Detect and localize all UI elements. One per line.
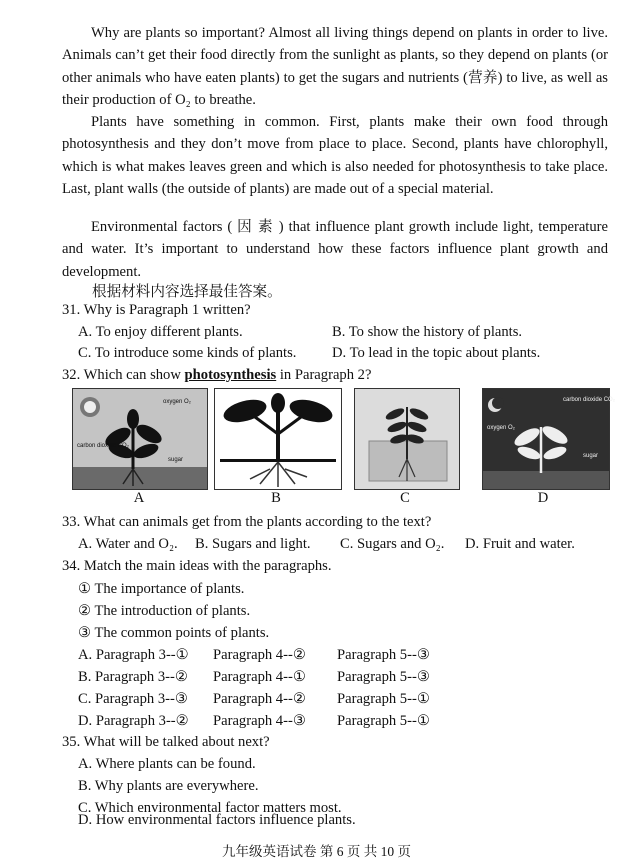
q31-option-d: D. To lead in the topic about plants.	[332, 345, 541, 361]
q32-stem	[62, 367, 371, 384]
img-a-label-co2: carbon dioxide CO₂	[77, 443, 130, 449]
passage-paragraph-1: Why are plants so important? Almost all living things depend on plants in order to live. Animals can’t get their food directly from the sunlight as plants, so they depend on plants (or other animals who have eaten plants) to get the sugars and nutrients (营养) to live, as well as their production of O₂ to breathe.	[62, 25, 608, 108]
q31-option-b: B. To show the history of plants.	[332, 324, 523, 340]
q34-option-b-col2: Paragraph 4--①	[213, 669, 306, 685]
img-a-label-oxygen: oxygen O₂	[163, 399, 192, 405]
img-d-label-oxygen: oxygen O₂	[487, 425, 516, 431]
q31-option-a: A. To enjoy different plants.	[78, 324, 243, 340]
q34-option-c-col3: Paragraph 5--①	[337, 691, 430, 707]
q34-option-d-col1: D. Paragraph 3--②	[78, 713, 189, 729]
q32-stem-post: in Paragraph 2?	[276, 367, 372, 383]
q33-option-d: D. Fruit and water.	[465, 536, 575, 552]
q32-label-a: A	[133, 490, 145, 506]
q34-option-a-col2: Paragraph 4--②	[213, 647, 306, 663]
q34-option-c-col2: Paragraph 4--②	[213, 691, 306, 707]
passage-paragraph-2: Plants have something in common. First, plants make their own food through photosynthesis and they don’t move from place to place. Second, plants have chlorophyll, which is what makes leaves green and which is also needed for photosynthesis to take place. Last, plant walls (the outside of plants) are made out of a special material.	[62, 114, 608, 197]
plant-diagram-d	[483, 389, 616, 489]
q34-option-d-col2: Paragraph 4--③	[213, 713, 306, 729]
q34-option-d-col3: Paragraph 5--①	[337, 713, 430, 729]
q32-stem-pre: 32. Which can show	[62, 367, 185, 383]
q32-keyword: photosynthesis	[184, 367, 277, 383]
img-a-label-sugar: sugar	[168, 457, 184, 463]
page-footer: 九年级英语试卷 第 6 页 共 10 页	[222, 844, 411, 859]
instruction: 根据材料内容选择最佳答案。	[92, 284, 282, 300]
q34-option-b-col1: B. Paragraph 3--②	[78, 669, 188, 685]
img-d-label-co2: carbon dioxide CO₂	[563, 397, 616, 403]
q34-idea-3: ③ The common points of plants.	[78, 625, 270, 641]
plant-diagram-c	[355, 389, 459, 489]
q34-option-b-col3: Paragraph 5--③	[337, 669, 430, 685]
q32-image-a	[72, 388, 208, 490]
q32-image-b	[214, 388, 342, 490]
q31-stem: 31. Why is Paragraph 1 written?	[62, 302, 251, 318]
q34-option-c-col1: C. Paragraph 3--③	[78, 691, 188, 707]
q34-idea-1: ① The importance of plants.	[78, 581, 245, 597]
q33-option-c: C. Sugars and O₂.	[340, 536, 445, 552]
img-d-label-sugar: sugar	[583, 453, 599, 459]
q35-stem: 35. What will be talked about next?	[62, 734, 270, 750]
q32-label-c: C	[400, 490, 410, 506]
q34-option-a-col3: Paragraph 5--③	[337, 647, 430, 663]
plant-diagram-a	[73, 389, 207, 489]
q34-idea-2: ② The introduction of plants.	[78, 603, 251, 619]
q33-option-b: B. Sugars and light.	[195, 536, 311, 552]
q33-stem: 33. What can animals get from the plants according to the text?	[62, 514, 432, 530]
q35-option-a: A. Where plants can be found.	[78, 756, 256, 772]
q35-option-b: B. Why plants are everywhere.	[78, 778, 259, 794]
q35-option-d: D. How environmental factors influence plants.	[78, 812, 356, 828]
q34-option-a-col1: A. Paragraph 3--①	[78, 647, 189, 663]
q32-image-c	[354, 388, 460, 490]
q35-option-c: C. Which environmental factor matters most.	[78, 800, 342, 816]
plant-diagram-b	[215, 389, 341, 489]
q32-label-d: D	[537, 490, 549, 506]
q31-option-c: C. To introduce some kinds of plants.	[78, 345, 297, 361]
passage-paragraph-3: Environmental factors ( 因 素 ) that influence plant growth include light, temperature and water. It’s important to understand how these factors influence plant growth and development.	[62, 219, 608, 280]
q34-stem: 34. Match the main ideas with the paragraphs.	[62, 558, 332, 574]
q32-label-b: B	[271, 490, 281, 506]
q32-image-d	[482, 388, 616, 490]
q33-option-a: A. Water and O₂.	[78, 536, 178, 552]
